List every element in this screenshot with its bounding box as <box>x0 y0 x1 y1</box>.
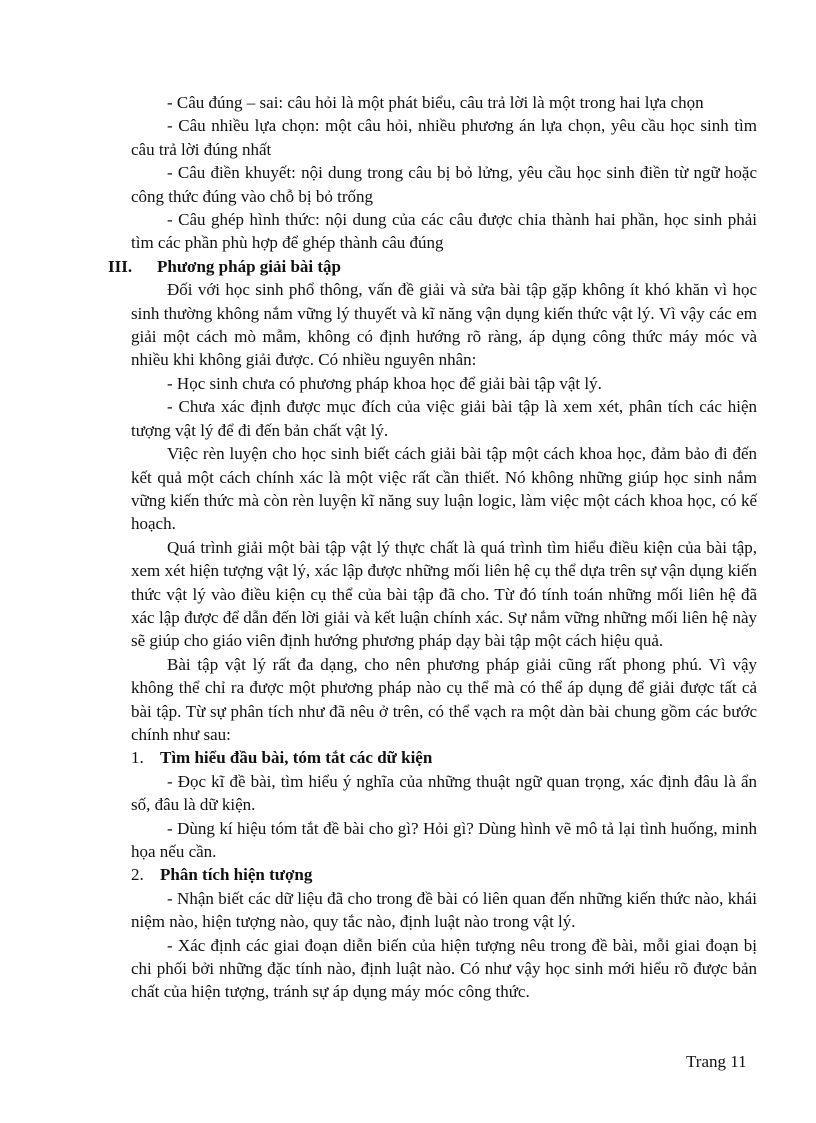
paragraph-identify-data: - Nhận biết các dữ liệu đã cho trong đề bài có liên quan đến những kiến thức nào, khái niệm nào, hiện tượng nào, quy tắc nào, định luật nào trong vật lý. <box>131 888 757 932</box>
page-body <box>108 91 757 1004</box>
page-number: Trang 11 <box>686 1052 747 1071</box>
paragraph-training: Việc rèn luyện cho học sinh biết cách giải bài tập một cách khoa học, đảm bảo đi đến kết quả một cách chính xác là một việc rất cần thiết. Nó không những giúp học sinh nắm vững kiến thức mà còn rèn luyện kĩ năng suy luận logic, làm việc một cách khoa học, có kế hoạch. <box>131 444 757 534</box>
step-title: Tìm hiểu đầu bài, tóm tắt các dữ kiện <box>160 748 433 768</box>
section-heading-iii <box>108 255 757 278</box>
paragraph-cause-purpose: - Chưa xác định được mục đích của việc giải bài tập là xem xét, phân tích các hiện tượng vật lý để đi đến bản chất vật lý. <box>131 397 757 440</box>
section-number: III. <box>108 256 133 276</box>
paragraph-true-false: - Câu đúng – sai: câu hỏi là một phát biểu, câu trả lời là một trong hai lựa chọn <box>167 93 704 112</box>
step-number: 2. <box>131 865 144 885</box>
paragraph-variety: Bài tập vật lý rất đa dạng, cho nên phương pháp giải cũng rất phong phú. Vì vậy không thể chỉ ra được một phương pháp nào cụ thể mà có thể áp dụng để giải được tất cả bài tập. Từ sự phân tích như đã nêu ở trên, có thể vạch ra một dàn bài chung gồm các bước chính như sau: <box>131 654 757 744</box>
paragraph-cause-method: - Học sinh chưa có phương pháp khoa học để giải bài tập vật lý. <box>167 373 602 393</box>
paragraph-matching: - Câu ghép hình thức: nội dung của các câu được chia thành hai phần, học sinh phải tìm các phần phù hợp để ghép thành câu đúng <box>131 210 757 253</box>
section-title: Phương pháp giải bài tập <box>157 256 342 276</box>
step-heading-2 <box>131 863 757 886</box>
paragraph-summarize: - Dùng kí hiệu tóm tắt đề bài cho gì? Hỏi gì? Dùng hình vẽ mô tả lại tình huống, minh họa nếu cần. <box>131 818 757 861</box>
paragraph-process: Quá trình giải một bài tập vật lý thực chất là quá trình tìm hiểu điều kiện của bài tập, xem xét hiện tượng vật lý, xác lập được những mối liên hệ cụ thể dựa trên sự vận dụng kiến thức vật lý vào điều kiện cụ thể của bài tập đã cho. Từ đó tính toán những mối liên hệ đã xác lập được để dẫn đến lời giải và kết luận chính xác. Sự nắm vững những mối liên hệ này sẽ giúp cho giáo viên định hướng phương pháp dạy bài tập một cách hiệu quả. <box>131 537 757 651</box>
step-heading-1 <box>131 746 757 769</box>
paragraph-fill-blank: - Câu điền khuyết: nội dung trong câu bị bỏ lửng, yêu cầu học sinh điền từ ngữ hoặc công thức đúng vào chỗ bị bỏ trống <box>131 163 757 206</box>
paragraph-read-problem: - Đọc kĩ đề bài, tìm hiểu ý nghĩa của những thuật ngữ quan trọng, xác định đâu là ẩn số, đâu là dữ kiện. <box>131 771 757 815</box>
step-number: 1. <box>131 748 144 768</box>
paragraph-intro-difficulty: Đối với học sinh phổ thông, vấn đề giải và sửa bài tập gặp không ít khó khăn vì học sinh thường không nắm vững lý thuyết và kĩ năng vận dụng kiến thức vật lý. Vì vậy các em giải một cách mò mẫm, không có định hướng rõ ràng, áp dụng công thức máy móc và nhiều khi không giải được. Có nhiều nguyên nhân: <box>131 280 757 370</box>
paragraph-multiple-choice: - Câu nhiều lựa chọn: một câu hỏi, nhiều phương án lựa chọn, yêu cầu học sinh tìm câu trả lời đúng nhất <box>131 116 757 159</box>
paragraph-stages: - Xác định các giai đoạn diễn biến của hiện tượng nêu trong đề bài, mỗi giai đoạn bị chi phối bởi những đặc tính nào, định luật nào. Có như vậy học sinh mới hiểu rõ được bản chất của hiện tượng, tránh sự áp dụng máy móc công thức. <box>131 935 757 1002</box>
step-title: Phân tích hiện tượng <box>160 865 313 885</box>
